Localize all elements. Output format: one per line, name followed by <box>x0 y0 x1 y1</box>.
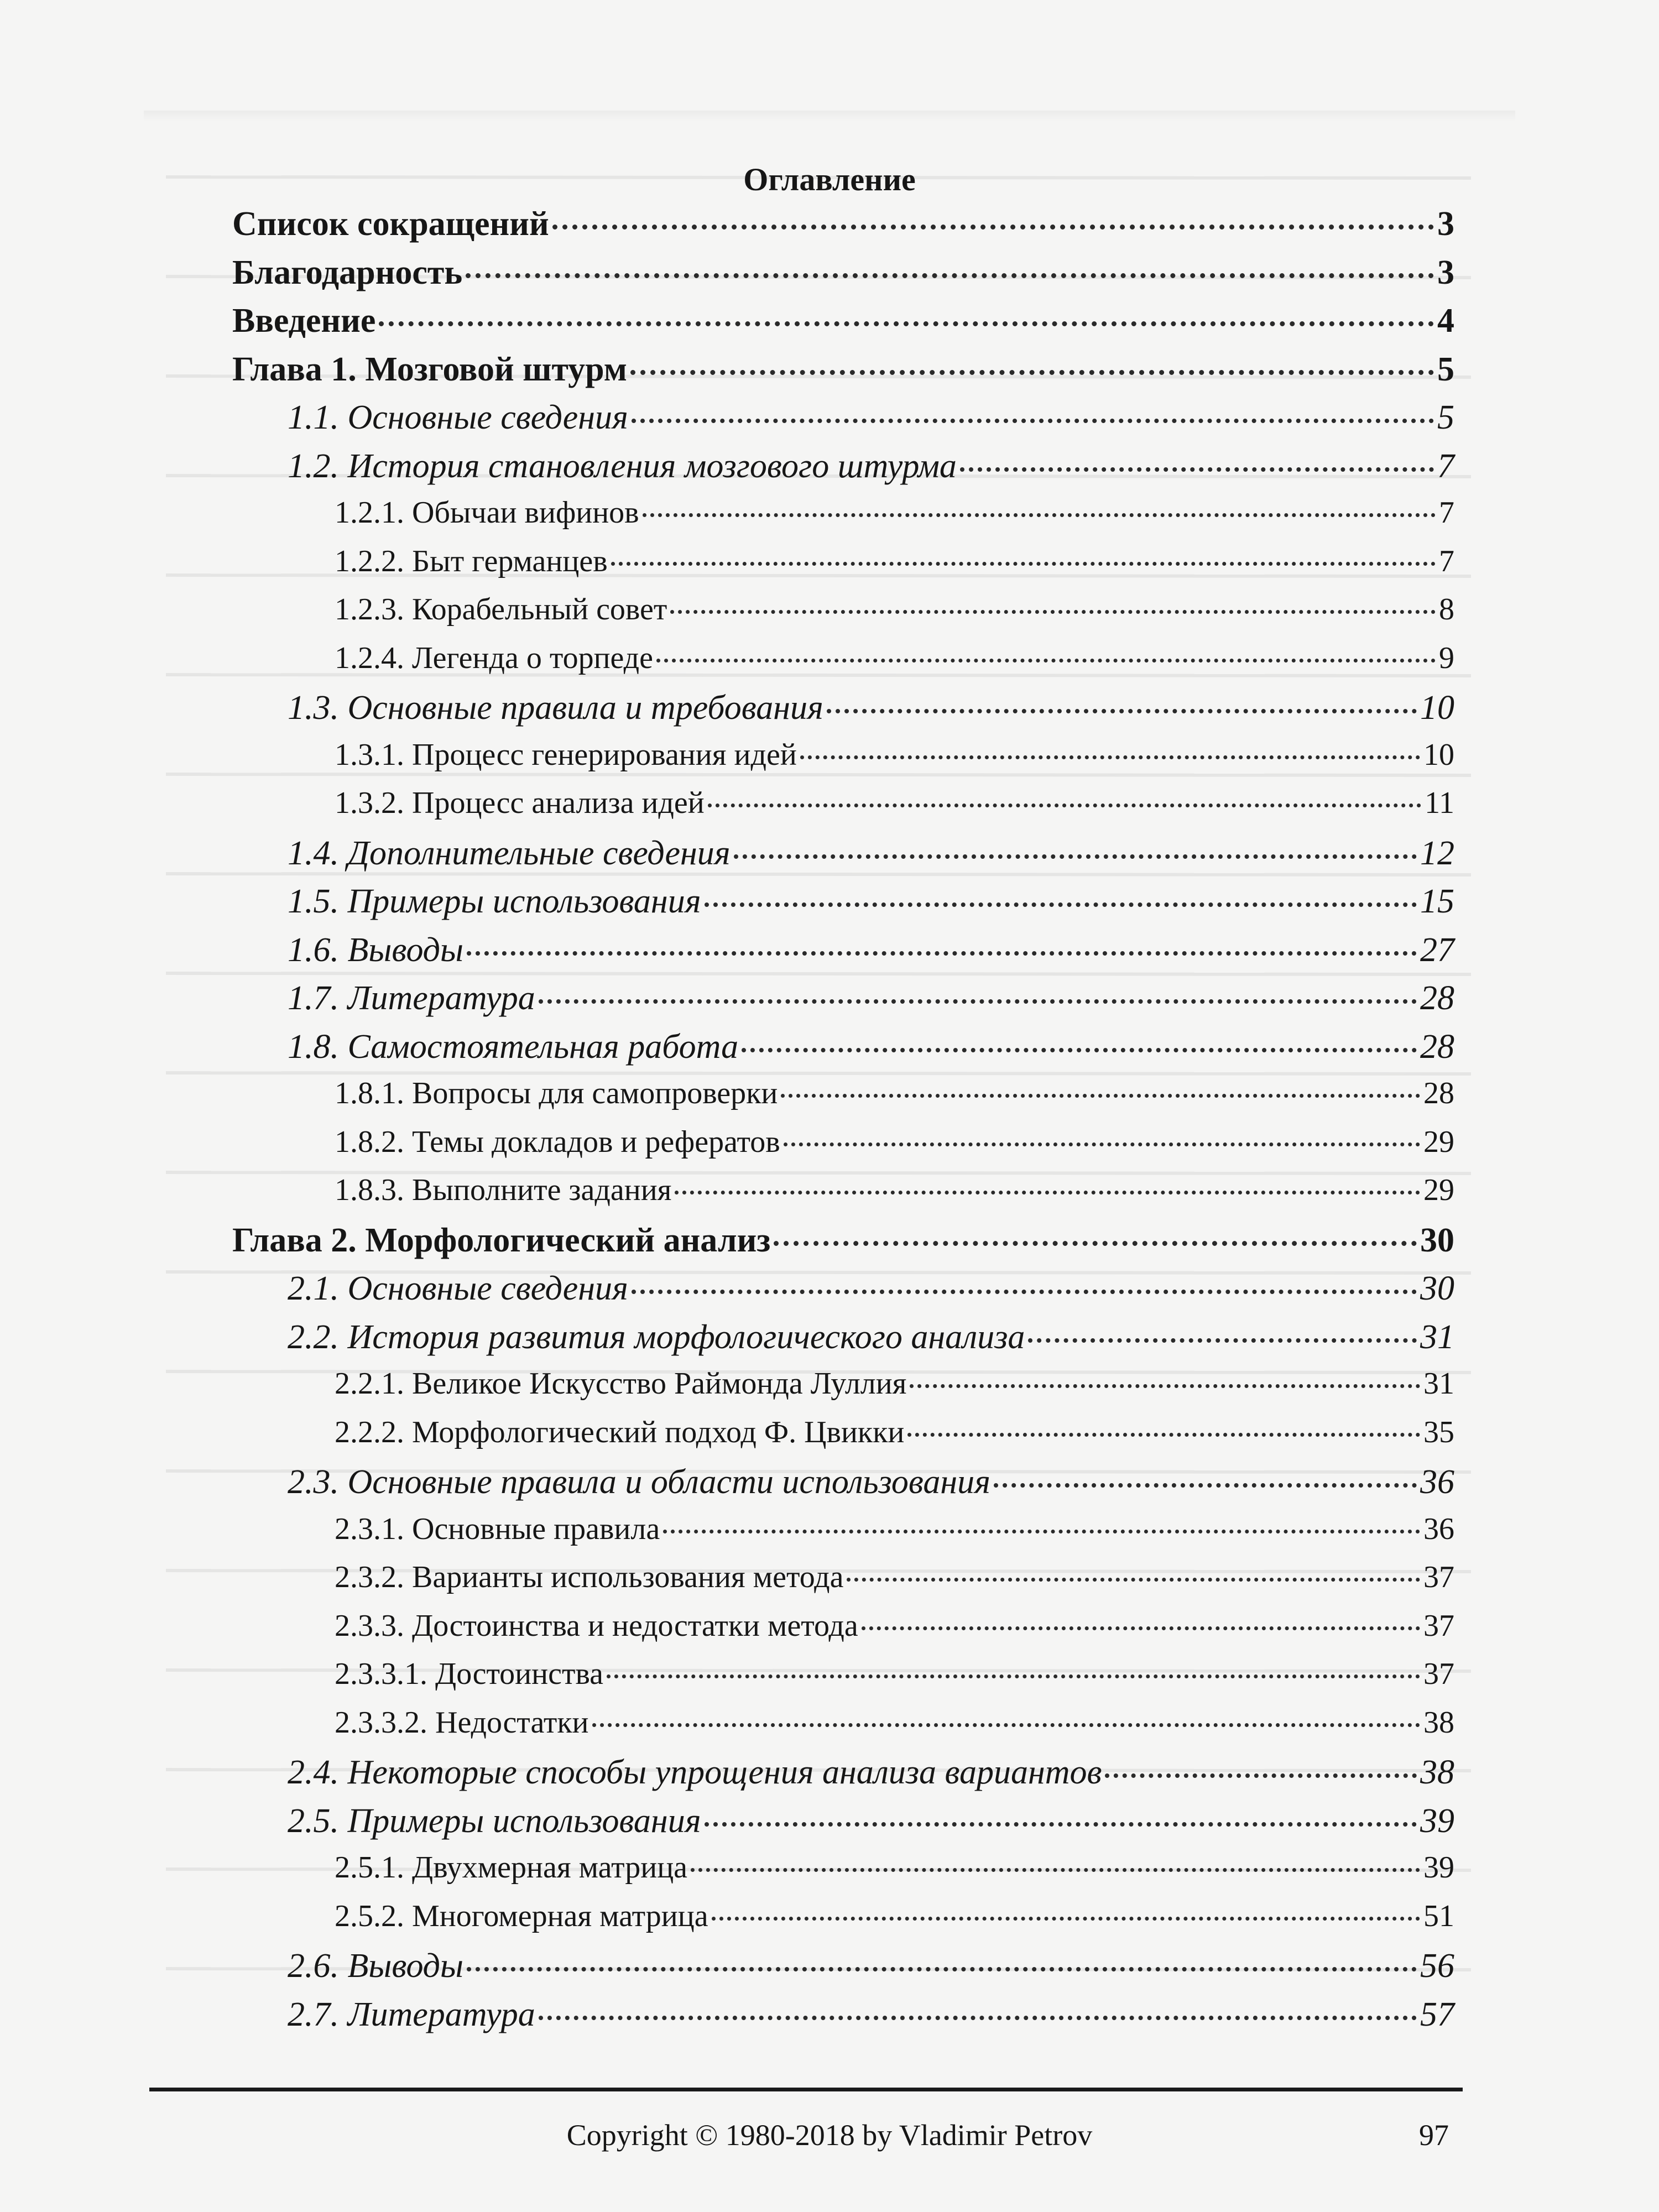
toc-entry[interactable] <box>232 1753 1454 1792</box>
page-top-shadow <box>144 111 1515 122</box>
dot-leader <box>1028 1338 1417 1343</box>
toc-entry-title: Список сокращений <box>232 205 549 243</box>
toc-entry-title: 2.5.2. Многомерная матрица <box>335 1898 708 1933</box>
toc-entry[interactable] <box>232 350 1454 389</box>
toc-entry-page: 27 <box>1420 931 1454 969</box>
dot-leader <box>675 1191 1420 1194</box>
toc-entry[interactable] <box>232 1850 1454 1885</box>
toc-entry[interactable] <box>232 1221 1454 1260</box>
toc-entry-title: 1.8. Самостоятельная работа <box>288 1027 739 1066</box>
toc-entry-page: 38 <box>1423 1705 1454 1740</box>
toc-entry[interactable] <box>232 301 1454 341</box>
dot-leader <box>632 1290 1417 1294</box>
dot-leader <box>539 2016 1417 2020</box>
toc-entry-page: 15 <box>1420 883 1454 920</box>
toc-entry[interactable] <box>232 1608 1454 1644</box>
toc-entry-page: 29 <box>1423 1173 1454 1207</box>
toc-entry-title: 1.2.3. Корабельный совет <box>335 592 667 627</box>
toc-entry[interactable] <box>232 1463 1454 1502</box>
dot-leader <box>960 467 1434 472</box>
toc-entry-title: 1.8.2. Темы докладов и рефератов <box>335 1124 780 1159</box>
toc-entry[interactable] <box>232 1802 1454 1841</box>
dot-leader <box>742 1048 1417 1052</box>
toc-entry-title: 1.2. История становления мозгового штурма <box>288 447 957 485</box>
toc-entry[interactable] <box>232 737 1454 773</box>
dot-leader <box>712 1917 1420 1921</box>
toc-entry-title: 1.8.1. Вопросы для самопроверки <box>335 1076 778 1110</box>
dot-leader <box>994 1483 1417 1488</box>
toc-entry-title: Глава 2. Морфологический анализ <box>232 1221 771 1259</box>
toc-entry-title: 1.2.2. Быт германцев <box>335 544 608 578</box>
toc-entry-title: 1.3.1. Процесс генерирования идей <box>335 737 797 772</box>
toc-entry-title: 1.5. Примеры использования <box>288 883 701 920</box>
toc-entry-title: 2.3.3.1. Достоинства <box>335 1657 604 1691</box>
toc-entry-page: 36 <box>1423 1511 1454 1546</box>
toc-entry-page: 30 <box>1420 1270 1454 1307</box>
toc-entry-page: 11 <box>1425 786 1454 820</box>
toc-entry-page: 37 <box>1423 1657 1454 1691</box>
toc-entry[interactable] <box>232 1076 1454 1111</box>
toc-entry-title: 2.3.1. Основные правила <box>335 1511 660 1546</box>
toc-entry-title: 1.1. Основные сведения <box>288 399 628 436</box>
toc-entry-page: 3 <box>1437 205 1454 243</box>
toc-entry[interactable] <box>232 1898 1454 1934</box>
toc-entry[interactable] <box>232 979 1454 1018</box>
toc-entry-title: 1.6. Выводы <box>288 931 463 969</box>
toc-entry[interactable] <box>232 785 1454 821</box>
toc-entry[interactable] <box>232 1511 1454 1547</box>
toc-entry-page: 38 <box>1420 1754 1454 1791</box>
toc-entry-title: 1.3.2. Процесс анализа идей <box>335 786 705 820</box>
dot-leader <box>907 1433 1420 1437</box>
toc-entry-title: 1.3. Основные правила и требования <box>288 689 823 727</box>
toc-entry-page: 37 <box>1423 1608 1454 1643</box>
dot-leader <box>379 321 1434 326</box>
toc-entry-page: 9 <box>1439 640 1454 675</box>
dot-leader <box>862 1626 1420 1630</box>
toc-entry[interactable] <box>232 1318 1454 1357</box>
toc-entry-page: 37 <box>1423 1560 1454 1594</box>
toc-entry-title: 2.3.3. Достоинства и недостатки метода <box>335 1608 858 1643</box>
toc-entry-page: 4 <box>1437 302 1454 340</box>
dot-leader <box>466 273 1434 278</box>
toc-entry[interactable] <box>232 447 1454 486</box>
dot-leader <box>630 370 1434 375</box>
toc-entry-page: 7 <box>1439 544 1454 578</box>
toc-title: Оглавление <box>743 161 916 197</box>
toc-entry-page: 29 <box>1423 1124 1454 1159</box>
toc-entry-page: 10 <box>1420 689 1454 727</box>
toc-entry[interactable] <box>232 688 1454 728</box>
toc-entry-title: 2.5.1. Двухмерная матрица <box>335 1850 688 1885</box>
toc-entry[interactable] <box>232 544 1454 579</box>
toc-entry-title: Введение <box>232 302 376 340</box>
toc-entry-page: 7 <box>1439 495 1454 530</box>
toc-entry[interactable] <box>232 1027 1454 1067</box>
dot-leader <box>467 1967 1417 1971</box>
toc-entry[interactable] <box>232 834 1454 873</box>
dot-leader <box>827 709 1417 713</box>
toc-entry-title: 1.8.3. Выполните задания <box>335 1173 672 1207</box>
toc-entry-title: 2.3.2. Варианты использования метода <box>335 1560 844 1594</box>
toc-entry[interactable] <box>232 1269 1454 1308</box>
toc-entry-page: 28 <box>1423 1076 1454 1110</box>
toc-entry-title: Благодарность <box>232 253 463 291</box>
dot-leader <box>663 1530 1420 1533</box>
toc-entry-page: 12 <box>1420 834 1454 872</box>
toc-entry-page: 36 <box>1420 1463 1454 1501</box>
dot-leader <box>705 902 1417 907</box>
toc-entry-page: 5 <box>1437 350 1454 388</box>
dot-leader <box>632 419 1434 423</box>
toc-entry-page: 8 <box>1439 592 1454 627</box>
toc-entry-page: 57 <box>1420 1995 1454 2033</box>
dot-leader <box>552 225 1434 229</box>
toc-entry-title: 2.4. Некоторые способы упрощения анализа вариантов <box>288 1754 1102 1791</box>
toc-entry[interactable] <box>232 495 1454 530</box>
dot-leader <box>1105 1773 1417 1778</box>
dot-leader <box>611 562 1436 566</box>
toc-entry[interactable] <box>232 205 1454 244</box>
toc-entry-page: 39 <box>1423 1850 1454 1885</box>
toc-entry[interactable] <box>232 882 1454 921</box>
dot-leader <box>607 1674 1420 1678</box>
toc-entry-page: 3 <box>1437 253 1454 291</box>
dot-leader <box>691 1868 1420 1872</box>
dot-leader <box>800 755 1420 759</box>
toc-entry-title: 2.2.2. Морфологический подход Ф. Цвикки <box>335 1415 905 1449</box>
toc-entry-title: 2.1. Основные сведения <box>288 1270 628 1307</box>
toc-entry-title: 2.5. Примеры использования <box>288 1802 701 1840</box>
page-number: 97 <box>1419 2119 1449 2152</box>
toc-entry-page: 31 <box>1423 1366 1454 1401</box>
toc-entry[interactable] <box>232 1366 1454 1401</box>
toc-entry-page: 35 <box>1423 1415 1454 1449</box>
toc-entry[interactable] <box>232 1415 1454 1450</box>
dot-leader <box>643 513 1436 517</box>
toc-entry-title: 1.2.4. Легенда о торпеде <box>335 640 654 675</box>
dot-leader <box>774 1241 1417 1246</box>
dot-leader <box>592 1723 1420 1727</box>
toc-entry[interactable] <box>232 931 1454 970</box>
dot-leader <box>656 659 1436 662</box>
toc-entry-title: 1.4. Дополнительные сведения <box>288 834 731 872</box>
toc-entry-page: 56 <box>1420 1947 1454 1985</box>
toc-entry[interactable] <box>232 640 1454 676</box>
toc-entry-title: 2.2. История развития морфологического анализа <box>288 1318 1025 1356</box>
toc-entry-page: 7 <box>1437 447 1454 485</box>
toc-entry-title: 2.2.1. Великое Искусство Раймонда Луллия <box>335 1366 907 1401</box>
toc-entry[interactable] <box>232 1656 1454 1692</box>
dot-leader <box>784 1142 1420 1146</box>
toc-entry-page: 51 <box>1423 1898 1454 1933</box>
toc-entry[interactable] <box>232 398 1454 437</box>
dot-leader <box>847 1578 1420 1582</box>
toc-entry-title: 2.7. Литература <box>288 1995 535 2033</box>
dot-leader <box>708 804 1421 807</box>
toc-entry[interactable] <box>232 1172 1454 1208</box>
toc-entry[interactable] <box>232 592 1454 627</box>
toc-entry-page: 39 <box>1420 1802 1454 1840</box>
dot-leader <box>734 854 1417 859</box>
toc-entry[interactable] <box>232 1995 1454 2034</box>
dot-leader <box>670 610 1436 614</box>
toc-entry[interactable] <box>232 1559 1454 1595</box>
toc-entry-page: 5 <box>1437 399 1454 436</box>
toc-entry-page: 10 <box>1423 737 1454 772</box>
toc-entry-page: 31 <box>1420 1318 1454 1356</box>
footer-rule <box>149 2088 1463 2091</box>
dot-leader <box>539 999 1417 1004</box>
toc-entry[interactable] <box>232 1705 1454 1740</box>
toc-entry[interactable] <box>232 253 1454 293</box>
toc-entry-page: 28 <box>1420 979 1454 1017</box>
toc-entry-title: 1.7. Литература <box>288 979 535 1017</box>
toc-entry-title: 2.6. Выводы <box>288 1947 463 1985</box>
toc-entry-page: 28 <box>1420 1027 1454 1066</box>
toc-entry[interactable] <box>232 1947 1454 1986</box>
toc-entry-title: 2.3. Основные правила и области использования <box>288 1463 990 1501</box>
dot-leader <box>910 1384 1420 1388</box>
toc-entry-title: 2.3.3.2. Недостатки <box>335 1705 589 1740</box>
copyright-notice: Copyright © 1980-2018 by Vladimir Petrov <box>566 2119 1093 2152</box>
dot-leader <box>781 1094 1420 1098</box>
toc-entry-title: 1.2.1. Обычаи вифинов <box>335 495 639 530</box>
toc-entry[interactable] <box>232 1124 1454 1160</box>
toc-entry-page: 30 <box>1420 1221 1454 1259</box>
toc-entry-title: Глава 1. Мозговой штурм <box>232 350 627 388</box>
dot-leader <box>467 951 1417 956</box>
dot-leader <box>705 1822 1417 1827</box>
